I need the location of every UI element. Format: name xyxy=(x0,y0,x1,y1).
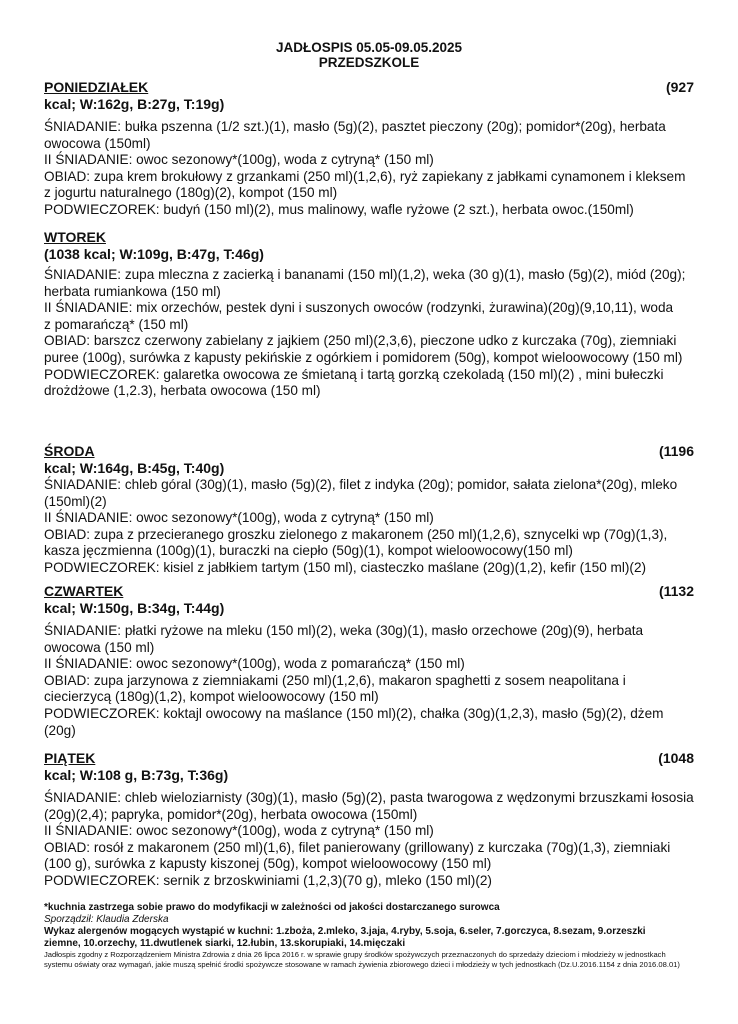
meal-snack: PODWIECZOREK: koktajl owocowy na maślance (150 ml)(2), chałka (30g)(1,2,3), masło (5g)(2), dżem (20g) xyxy=(44,705,664,738)
menu-title: JADŁOSPIS 05.05-09.05.2025 xyxy=(275,40,463,55)
day-name: CZWARTEK xyxy=(44,583,124,599)
regulation-note: Jadłospis zgodny z Rozporządzeniem Ministra Zdrowia z dnia 26 lipca 2016 r. w sprawie grupy środków spożywczych przeznaczonych do sprzedaży dzieciom i młodzieży w jednostkach systemu oświaty oraz wymagań, jakie muszą spełnić środki spożywcze stosowane w ramach żywienia zbiorowego dzieci i młodzieży w tych jednostkach (Dz.U.2016.1154 z dnia 2016.08.01) xyxy=(44,950,680,969)
meal-second-breakfast-cont: z pomarańczą* (150 ml) xyxy=(44,316,189,332)
meal-lunch: OBIAD: zupa jarzynowa z ziemniakami (250 ml)(1,2,6), makaron spaghetti z sosem neapolitana i ciecierzycą (180g)(1,2), kompot wieloowocowy (150 ml) xyxy=(44,672,626,705)
day-section-thursday xyxy=(44,583,694,739)
day-name: ŚRODA xyxy=(44,443,95,459)
day-macros: kcal; W:162g, B:27g, T:19g) xyxy=(44,96,225,112)
menu-subtitle: PRZEDSZKOLE xyxy=(318,55,420,70)
day-macros: kcal; W:164g, B:45g, T:40g) xyxy=(44,460,225,476)
meal-snack: PODWIECZOREK: kisiel z jabłkiem tartym (150 ml), ciasteczko maślane (20g)(1,2), kefir (150 ml)(2) xyxy=(44,559,647,575)
day-name: PIĄTEK xyxy=(44,750,96,766)
day-name: PONIEDZIAŁEK xyxy=(44,79,149,95)
day-section-monday xyxy=(44,79,694,219)
day-macros: kcal; W:108 g, B:73g, T:36g) xyxy=(44,767,229,783)
meal-breakfast: ŚNIADANIE: chleb wieloziarnisty (30g)(1), masło (5g)(2), pasta twarogowa z wędzonymi brzuszkami łososia (20g)(2,4); papryka, pomidor*(20g), herbata owocowa (150ml) xyxy=(44,790,694,822)
day-macros: (1038 kcal; W:109g, B:47g, T:46g) xyxy=(44,246,264,262)
day-kcal: (1196 xyxy=(658,443,694,459)
meal-lunch: OBIAD: zupa krem brokułowy z grzankami (250 ml)(1,2,6), ryż zapiekany z jabłkami cynamonem i kleksem z jogurtu naturalnego (180g)(2), kompot (150 ml) xyxy=(44,168,686,201)
day-name: WTOREK xyxy=(44,229,106,245)
day-section-wednesday xyxy=(44,443,694,577)
meal-snack: PODWIECZOREK: sernik z brzoskwiniami (1,2,3)(70 g), mleko (150 ml)(2) xyxy=(44,872,492,888)
day-section-tuesday xyxy=(44,229,694,400)
day-section-friday xyxy=(44,750,694,890)
prepared-by: Sporządził: Klaudia Zderska xyxy=(44,914,169,925)
day-kcal: (1132 xyxy=(658,583,694,599)
meal-second-breakfast: II ŚNIADANIE: mix orzechów, pestek dyni i suszonych owoców (rodzynki, żurawina)(20g)(9,10,11), woda xyxy=(44,300,674,316)
meal-breakfast: ŚNIADANIE: zupa mleczna z zacierką i bananami (150 ml)(1,2), weka (30 g)(1), masło (5g)(2), miód (20g); herbata rumiankowa (150 ml) xyxy=(44,267,686,299)
day-kcal: (927 xyxy=(665,79,694,95)
meal-lunch: OBIAD: rosół z makaronem (250 ml)(1,6), filet panierowany (grillowany) z kurczaka (70g)(1,3), ziemniaki (100 g), surówka z kapusty kiszonej (50g), kompot wieloowocowy (150 ml) xyxy=(44,839,671,872)
meal-second-breakfast: II ŚNIADANIE: owoc sezonowy*(100g), woda z pomarańczą* (150 ml) xyxy=(44,656,465,672)
meal-snack: PODWIECZOREK: budyń (150 ml)(2), mus malinowy, wafle ryżowe (2 szt.), herbata owoc.(150ml) xyxy=(44,201,634,217)
footer-notes xyxy=(44,902,684,969)
day-macros: kcal; W:150g, B:34g, T:44g) xyxy=(44,600,225,616)
meal-breakfast: ŚNIADANIE: chleb góral (30g)(1), masło (5g)(2), filet z indyka (20g); pomidor, sałata zielona*(20g), mleko (150ml)(2) xyxy=(44,477,678,509)
meal-breakfast: ŚNIADANIE: bułka pszenna (1/2 szt.)(1), masło (5g)(2), pasztet pieczony (20g); pomidor*(20g), herbata owocowa (150ml) xyxy=(44,119,666,151)
meal-lunch: OBIAD: zupa z przecieranego groszku zielonego z makaronem (250 ml)(1,2,6), sznycelki wp (70g)(1,3), kasza jęczmienna (100g)(1), buraczki na ciepło (50g)(1), kompot wieloowocowy(150 ml) xyxy=(44,526,668,559)
kitchen-note: *kuchnia zastrzega sobie prawo do modyfikacji w zależności od jakości dostarczanego surowca xyxy=(44,902,500,913)
day-kcal: (1048 xyxy=(658,750,694,766)
meal-second-breakfast: II ŚNIADANIE: owoc sezonowy*(100g), woda z cytryną* (150 ml) xyxy=(44,152,434,168)
meal-second-breakfast: II ŚNIADANIE: owoc sezonowy*(100g), woda z cytryną* (150 ml) xyxy=(44,510,434,526)
meal-snack: PODWIECZOREK: galaretka owocowa ze śmietaną i tartą gorzką czekoladą (150 ml)(2) , mini bułeczki drożdżowe (1,2.3), herbata owocowa (150 ml) xyxy=(44,366,664,399)
meal-breakfast: ŚNIADANIE: płatki ryżowe na mleku (150 ml)(2), weka (30g)(1), masło orzechowe (20g)(9), herbata owocowa (150 ml) xyxy=(44,623,644,655)
meal-lunch: OBIAD: barszcz czerwony zabielany z jajkiem (250 ml)(2,3,6), pieczone udko z kurczaka (70g), ziemniaki puree (100g), surówka z kapusty pekińskie z ogórkiem i pomidorem (50g), kompot wieloowocowy (150 ml) xyxy=(44,333,683,365)
allergens-list: Wykaz alergenów mogących wystąpić w kuchni: 1.zboża, 2.mleko, 3.jaja, 4.ryby, 5.soja, 6.seler, 7.gorczyca, 8.sezam, 9.orzeszki ziemne, 10.orzechy, 11.dwutlenek siarki, 12.łubin, 13.skorupiaki, 14.mięczaki xyxy=(44,926,646,949)
meal-second-breakfast: II ŚNIADANIE: owoc sezonowy*(100g), woda z cytryną* (150 ml) xyxy=(44,823,434,839)
